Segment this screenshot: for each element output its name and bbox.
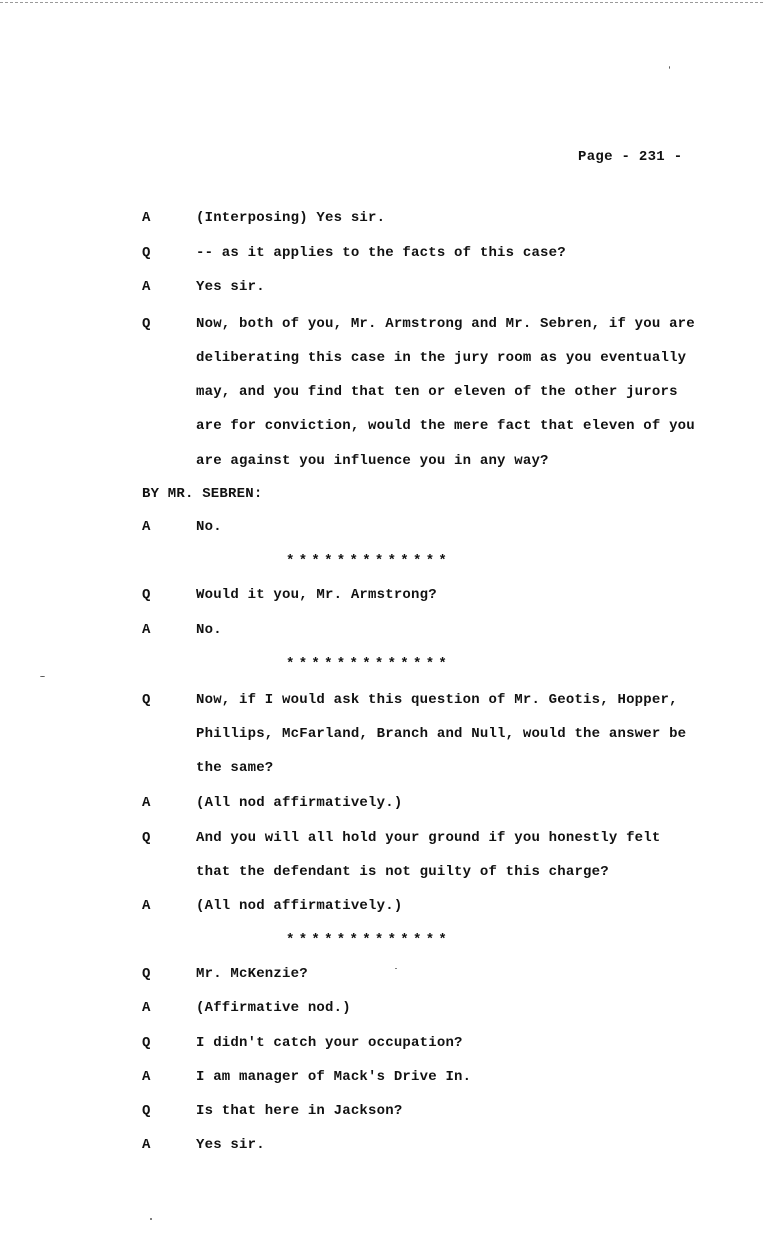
testimony-line: (All nod affirmatively.) [196,898,403,914]
scan-speck [395,968,397,969]
speaker-label: Q [142,1035,151,1051]
scan-speck [40,676,45,677]
testimony-line: are against you influence you in any way? [196,453,549,469]
testimony-line: (Interposing) Yes sir. [196,210,386,226]
speaker-label: Q [142,316,151,332]
testimony-line: Now, if I would ask this question of Mr. Geotis, Hopper, [196,692,678,708]
speaker-label: A [142,1137,151,1153]
speaker-label: Q [142,966,151,982]
speaker-label: A [142,1000,151,1016]
testimony-line: Yes sir. [196,279,265,295]
testimony-line: the same? [196,760,274,776]
speaker-label: Q [142,587,151,603]
testimony-line: are for conviction, would the mere fact that eleven of you [196,418,695,434]
testimony-line: Would it you, Mr. Armstrong? [196,587,437,603]
testimony-line: I am manager of Mack's Drive In. [196,1069,472,1085]
section-separator: ************* [286,656,452,672]
testimony-line: may, and you find that ten or eleven of the other jurors [196,384,678,400]
speaker-label: A [142,1069,151,1085]
speaker-label: A [142,519,151,535]
examiner-heading: BY MR. SEBREN: [142,486,263,502]
testimony-line: Yes sir. [196,1137,265,1153]
speaker-label: A [142,898,151,914]
testimony-line: And you will all hold your ground if you honestly felt [196,830,661,846]
speaker-label: Q [142,692,151,708]
speaker-label: A [142,622,151,638]
testimony-line: deliberating this case in the jury room as you eventually [196,350,687,366]
section-separator: ************* [286,932,452,948]
page-number: Page - 231 - [578,149,683,165]
scan-speck [669,66,670,69]
speaker-label: Q [142,1103,151,1119]
speaker-label: A [142,210,151,226]
testimony-line: Is that here in Jackson? [196,1103,403,1119]
testimony-line: (All nod affirmatively.) [196,795,403,811]
testimony-line: Phillips, McFarland, Branch and Null, would the answer be [196,726,687,742]
speaker-label: A [142,279,151,295]
testimony-line: that the defendant is not guilty of this charge? [196,864,609,880]
testimony-line: No. [196,622,222,638]
testimony-line: -- as it applies to the facts of this case? [196,245,566,261]
speaker-label: Q [142,830,151,846]
speaker-label: A [142,795,151,811]
scan-speck [150,1218,152,1220]
testimony-line: No. [196,519,222,535]
testimony-line: Now, both of you, Mr. Armstrong and Mr. Sebren, if you are [196,316,695,332]
section-separator: ************* [286,553,452,569]
testimony-line: (Affirmative nod.) [196,1000,351,1016]
speaker-label: Q [142,245,151,261]
testimony-line: Mr. McKenzie? [196,966,308,982]
testimony-line: I didn't catch your occupation? [196,1035,463,1051]
page-top-border [0,2,763,3]
